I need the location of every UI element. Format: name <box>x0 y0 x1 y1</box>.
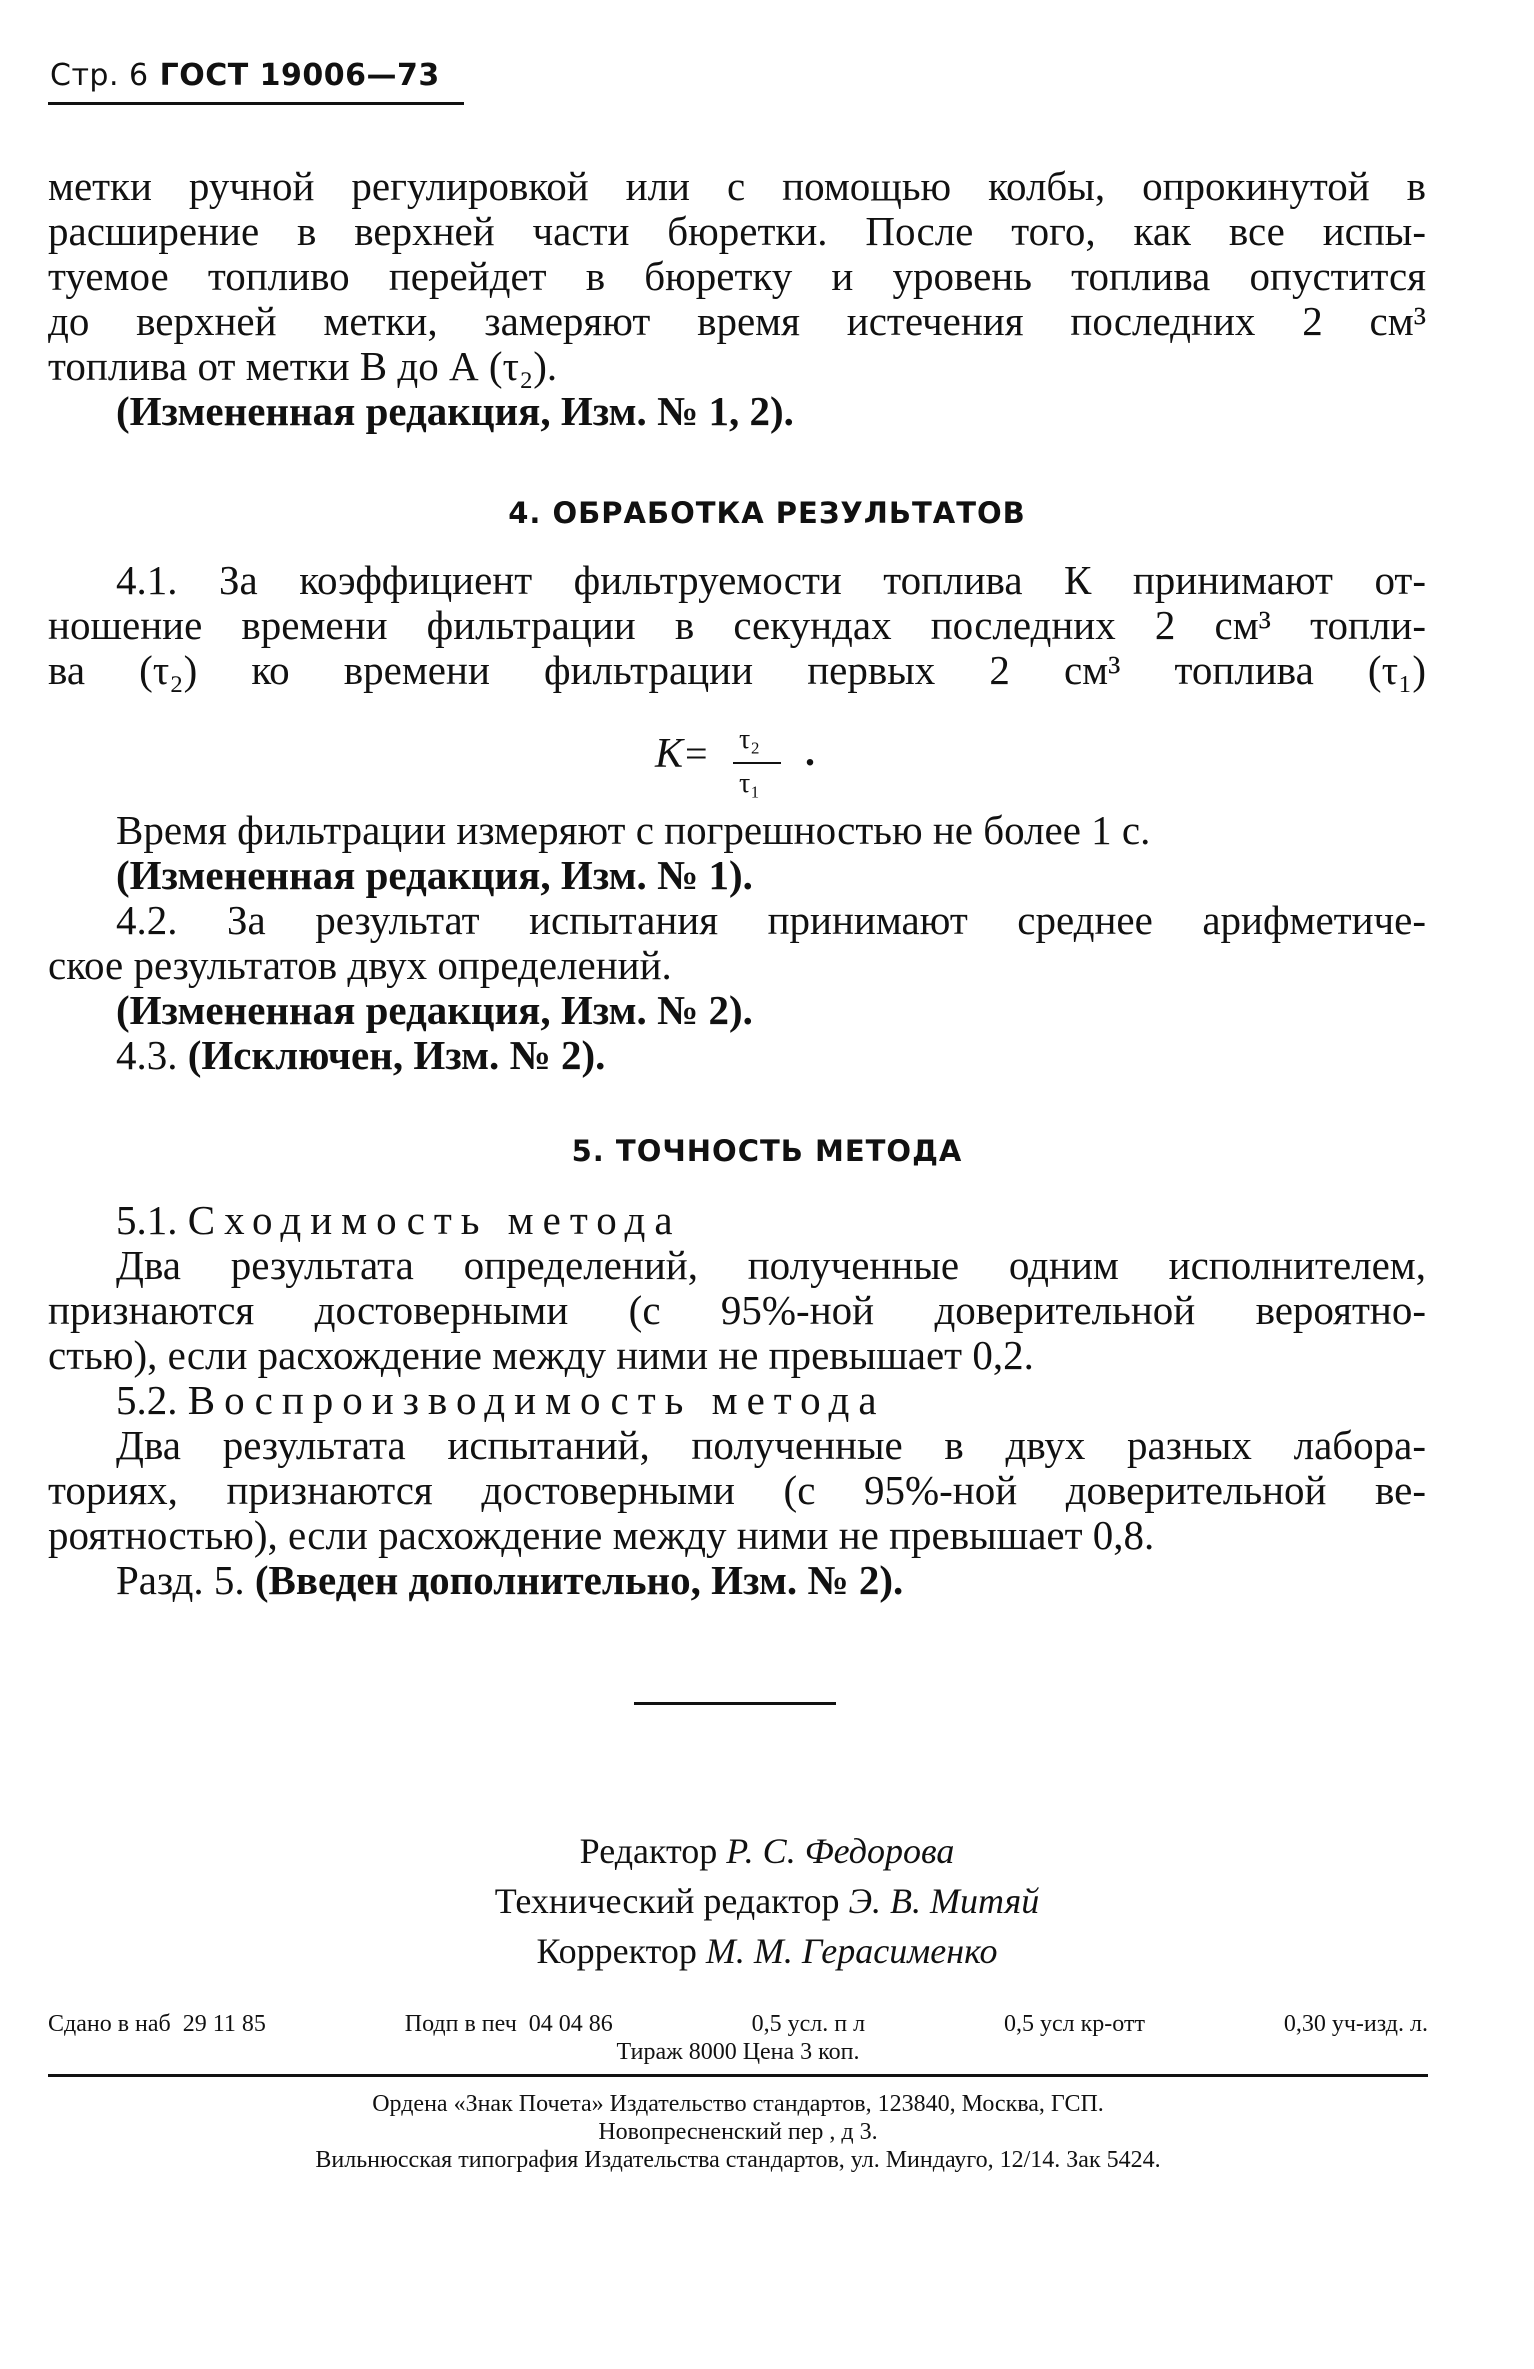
formula-numerator: τ₂ <box>739 724 761 755</box>
imprint-block <box>48 2010 1428 2066</box>
imprint-cell: Подп в печ 04 04 86 <box>404 2011 613 2037</box>
text-line: ношение времени фильтрации в секундах последних 2 см³ топли- <box>48 602 1426 648</box>
text-line: признаются достоверными (с 95%-ной доверительной вероятно- <box>48 1287 1426 1333</box>
text-line: роятностью), если расхождение между ними не превышает 0,8. <box>48 1512 1155 1558</box>
clause-number: 5.2. <box>116 1377 178 1423</box>
formula-denominator: τ₁ <box>739 768 761 799</box>
fraction-bar <box>733 762 781 764</box>
formula-lhs: К <box>655 731 683 777</box>
standard-number: ГОСТ 19006—73 <box>159 58 440 93</box>
clause-text: (Исключен, Изм. № 2). <box>187 1032 606 1078</box>
text-line: Время фильтрации измеряют с погрешностью не более 1 с. <box>116 807 1151 853</box>
imprint-cell: 0,5 усл кр-отт <box>1004 2011 1145 2037</box>
editor-name: Р. С. Федорова <box>726 1831 955 1871</box>
section-5-body <box>48 1198 1426 1603</box>
text-line: Два результата определений, полученные одним исполнителем, <box>116 1242 1426 1288</box>
publisher-block <box>48 2090 1428 2174</box>
text-line: метки ручной регулировкой или с помощью колбы, опрокинутой в <box>48 163 1426 209</box>
tech-role: Технический редактор <box>494 1881 840 1921</box>
editor-role: Редактор <box>579 1831 718 1871</box>
clause-number: 4.3. <box>116 1032 178 1078</box>
publisher-address: Новопресненский пер , д 3. <box>598 2119 878 2145</box>
text-line: туемое топливо перейдет в бюретку и уровень топлива опустится <box>48 253 1426 299</box>
header-rule <box>48 102 464 105</box>
clause-4-3 <box>48 1033 1426 1078</box>
tech-name: Э. В. Митяй <box>848 1881 1040 1921</box>
imprint-cell: Сдано в наб 29 11 85 <box>48 2011 266 2037</box>
text-line: стью), если расхождение между ними не превышает 0,2. <box>48 1332 1034 1378</box>
section-5-amendment <box>48 1558 1426 1603</box>
editor-line <box>0 1826 1534 1876</box>
end-rule <box>634 1702 836 1705</box>
text-line: ториях, признаются достоверными (с 95%-ной доверительной ве- <box>48 1467 1426 1513</box>
amendment-note: (Измененная редакция, Изм. № 2). <box>116 987 753 1033</box>
imprint-cell: 0,5 усл. п л <box>751 2011 866 2037</box>
clause-heading: Воспроизводимость метода <box>187 1377 886 1423</box>
clause-4-1 <box>48 558 1426 693</box>
amendment-note: (Измененная редакция, Изм. № 1). <box>116 852 753 898</box>
section-4-title: 4. ОБРАБОТКА РЕЗУЛЬТАТОВ <box>508 496 1026 530</box>
amendment-note: (Измененная редакция, Изм. № 1, 2). <box>116 388 794 434</box>
page-number: Стр. 6 <box>50 58 149 93</box>
printer-line: Вильнюсская типография Издательства стандартов, ул. Миндауго, 12/14. Зак 5424. <box>315 2147 1161 2173</box>
filterability-formula <box>655 724 855 804</box>
razd-text: (Введен дополнительно, Изм. № 2). <box>254 1557 904 1603</box>
text-line: топлива от метки В до А (τ₂). <box>48 343 558 389</box>
text-line: 4.1. За коэффициент фильтруемости топлива К принимают от- <box>116 557 1426 603</box>
section-5-title: 5. ТОЧНОСТЬ МЕТОДА <box>571 1134 963 1168</box>
imprint-row <box>48 2010 1428 2038</box>
tech-editor-line <box>0 1876 1534 1926</box>
formula-equals: = <box>685 731 708 776</box>
corrector-name: М. М. Герасименко <box>705 1931 998 1971</box>
text-line: Два результата испытаний, полученные в двух разных лабора- <box>116 1422 1426 1468</box>
text-line: 4.2. За результат испытания принимают среднее арифметиче- <box>116 897 1426 943</box>
clause-5-1-heading <box>48 1198 1426 1243</box>
text-line: ва (τ₂) ко времени фильтрации первых 2 см³ топлива (τ₁) <box>48 647 1426 693</box>
text-line: ское результатов двух определений. <box>48 942 672 988</box>
clause-5-2-heading <box>48 1378 1426 1423</box>
imprint-cell: 0,30 уч-изд. л. <box>1283 2011 1428 2037</box>
formula-end: . <box>805 729 815 774</box>
text-line: до верхней метки, замеряют время истечения последних 2 см³ <box>48 298 1426 344</box>
clause-number: 5.1. <box>116 1197 178 1243</box>
page-header <box>50 58 440 93</box>
intro-paragraph <box>48 164 1426 434</box>
corrector-line <box>0 1926 1534 1976</box>
text-line: расширение в верхней части бюретки. После того, как все испы- <box>48 208 1426 254</box>
corrector-role: Корректор <box>536 1931 697 1971</box>
publisher-line: Ордена «Знак Почета» Издательство стандартов, 123840, Москва, ГСП. <box>372 2091 1104 2117</box>
editorial-credits <box>0 1826 1534 1976</box>
razd-prefix: Разд. 5. <box>116 1557 245 1603</box>
print-run: Тираж 8000 Цена 3 коп. <box>616 2039 860 2065</box>
clause-4-body <box>48 808 1426 1078</box>
imprint-rule <box>48 2074 1428 2077</box>
clause-heading: Сходимость метода <box>187 1197 682 1243</box>
